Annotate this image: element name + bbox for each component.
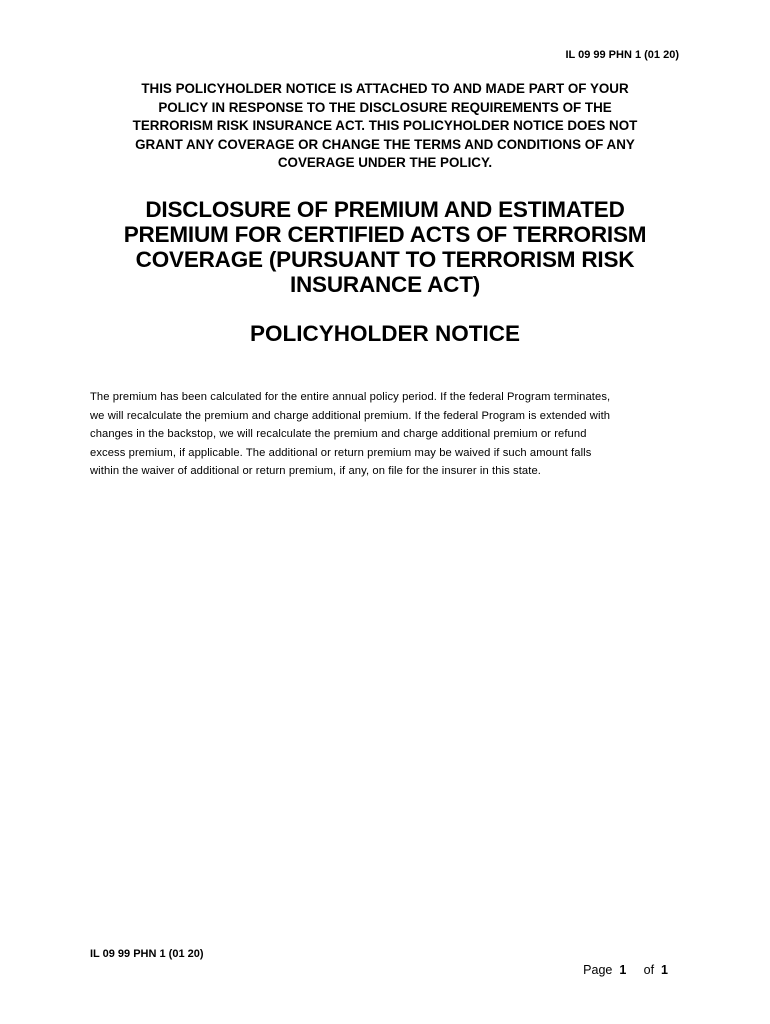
policyholder-notice-heading: POLICYHOLDER NOTICE [249, 321, 520, 346]
body-line: changes in the backstop, we will recalculate the premium and charge additional premium or refund [90, 428, 587, 440]
body-paragraph [90, 388, 685, 481]
title-line: PREMIUM FOR CERTIFIED ACTS OF TERRORISM [123, 222, 647, 247]
notice-line: COVERAGE UNDER THE POLICY. [277, 155, 493, 170]
body-line: excess premium, if applicable. The additional or return premium may be waived if such amount falls [90, 446, 592, 459]
title-line: INSURANCE ACT) [289, 272, 481, 297]
notice-line: GRANT ANY COVERAGE OR CHANGE THE TERMS AND CONDITIONS OF ANY [135, 136, 635, 152]
title-line: DISCLOSURE OF PREMIUM AND ESTIMATED [145, 197, 625, 222]
notice-line: THIS POLICYHOLDER NOTICE IS ATTACHED TO AND MADE PART OF YOUR [141, 81, 629, 96]
document-title [90, 197, 680, 297]
notice-line: POLICY IN RESPONSE TO THE DISCLOSURE REQUIREMENTS OF THE [158, 99, 612, 115]
notice-line: TERRORISM RISK INSURANCE ACT. THIS POLICYHOLDER NOTICE DOES NOT [132, 118, 638, 133]
title-line: COVERAGE (PURSUANT TO TERRORISM RISK [135, 247, 635, 272]
page-label: Page [583, 963, 613, 977]
body-line: we will recalculate the premium and charge additional premium. If the federal Program is extended with [90, 409, 611, 422]
attachment-notice [90, 80, 680, 173]
form-id-footer: IL 09 99 PHN 1 (01 20) [90, 948, 204, 960]
page-indicator [583, 963, 668, 977]
body-line: within the waiver of additional or return premium, if any, on file for the insurer in this state. [90, 465, 541, 477]
form-id-header: IL 09 99 PHN 1 (01 20) [565, 49, 679, 61]
of-label: of [643, 963, 655, 977]
page-number: 1 [619, 963, 627, 977]
page-total: 1 [661, 963, 668, 977]
body-line: The premium has been calculated for the entire annual policy period. If the federal Program terminates, [90, 391, 611, 403]
